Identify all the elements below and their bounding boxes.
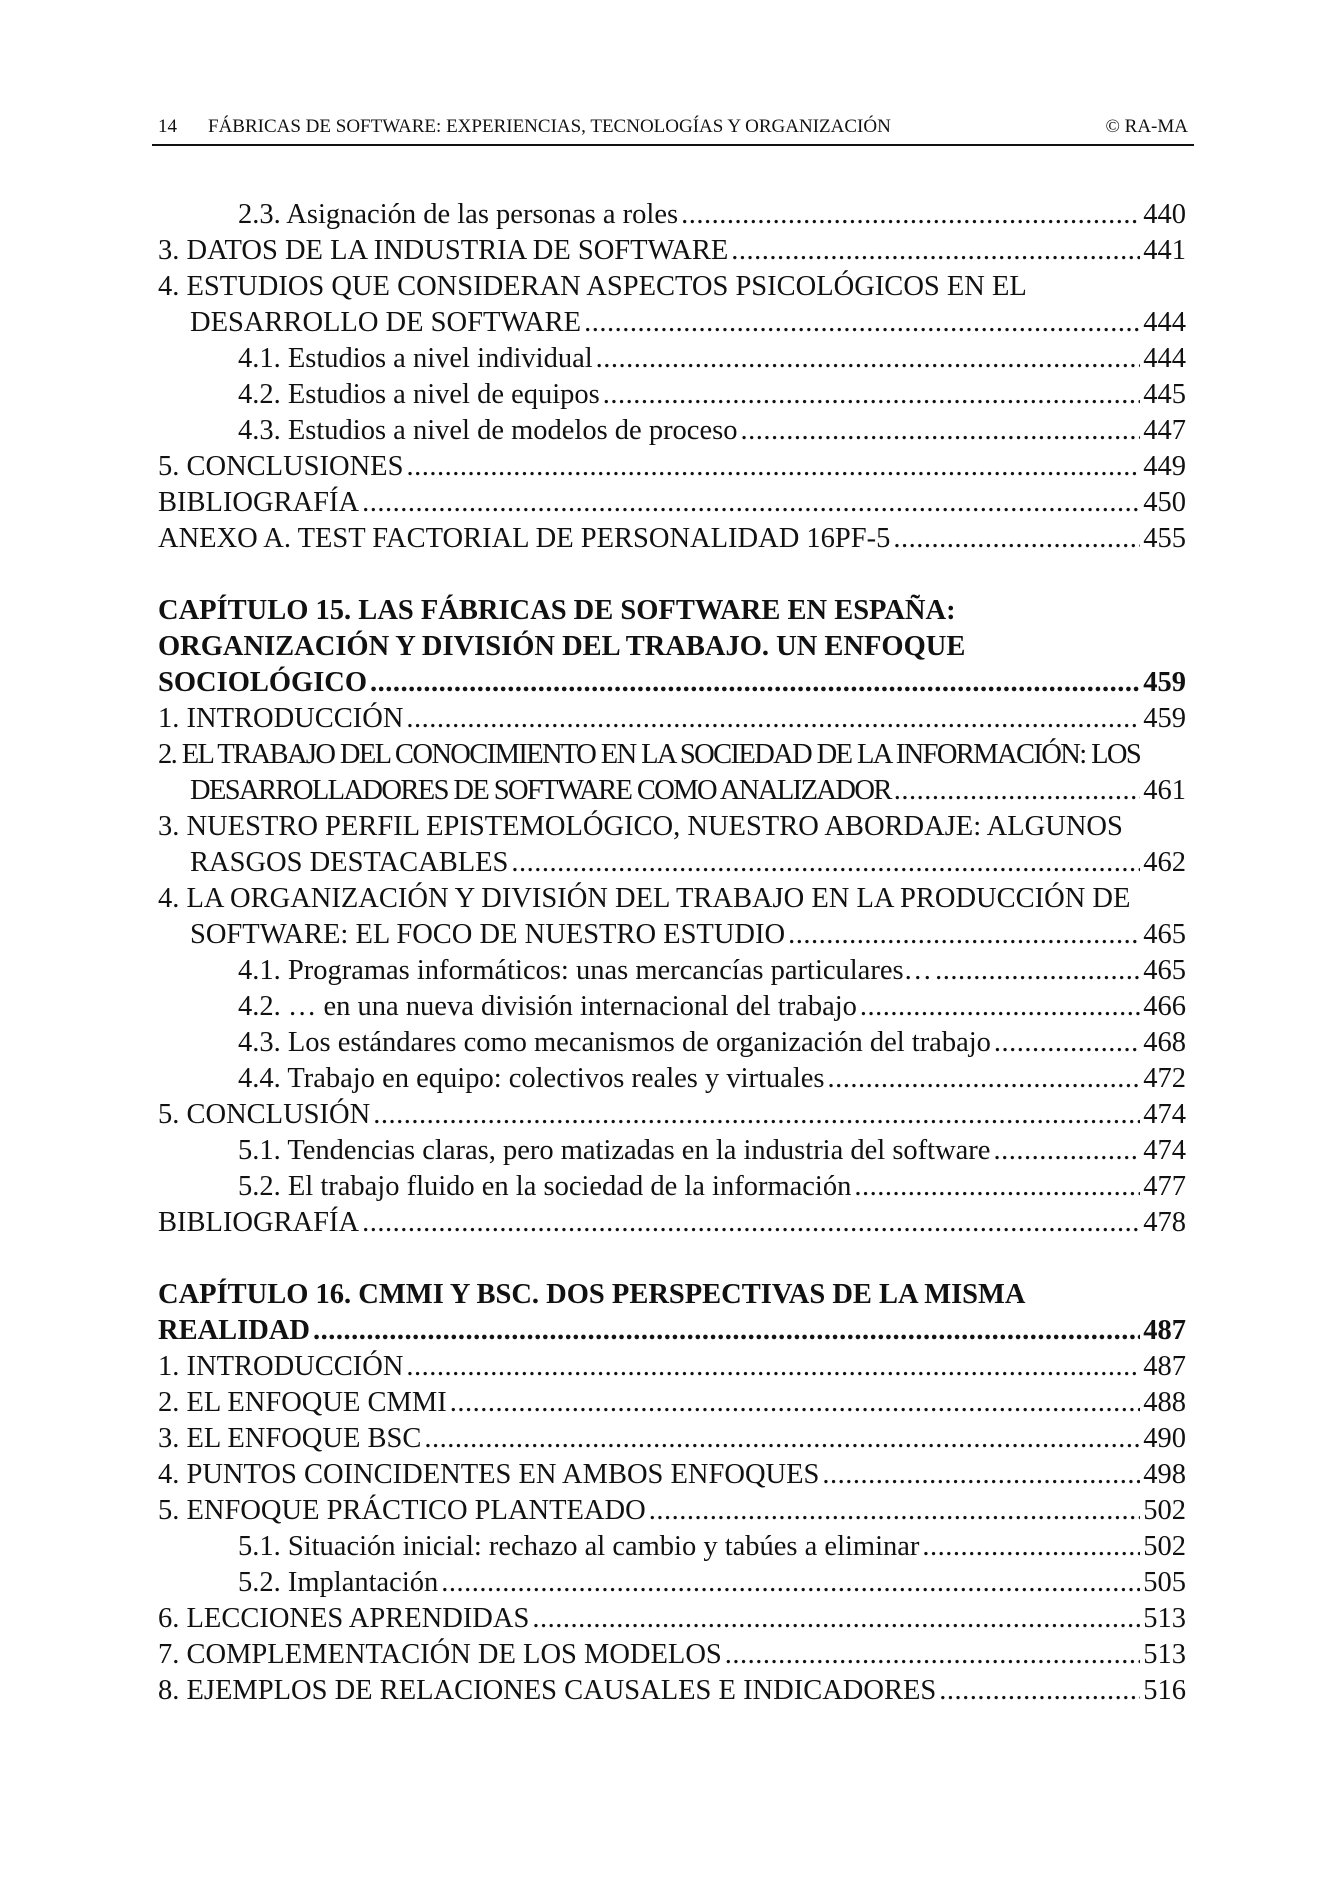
toc-entry[interactable] [158,1421,1186,1457]
toc-entry-title: 6. LECCIONES APRENDIDAS [158,1601,532,1637]
leader-dots [939,1673,1140,1709]
toc-entry[interactable] [158,989,1186,1025]
leader-dots [406,1349,1140,1385]
leader-dots [828,1061,1141,1097]
toc-entry-title: 3. EL ENFOQUE BSC [158,1421,424,1457]
toc-entry-title: 4.2. … en una nueva división internacional del trabajo [238,989,860,1025]
toc-entry-title: 5.1. Situación inicial: rechazo al cambio y tabúes a eliminar [238,1529,922,1565]
copyright-mark: © RA-MA [1105,116,1188,137]
toc-entry[interactable] [158,1457,1186,1493]
toc-entry-title-line1[interactable]: 4. LA ORGANIZACIÓN Y DIVISIÓN DEL TRABAJO EN LA PRODUCCIÓN DE [158,883,1131,914]
leader-dots [424,1421,1140,1457]
toc-entry-title: 7. COMPLEMENTACIÓN DE LOS MODELOS [158,1637,725,1673]
toc-entry-page: 440 [1143,199,1186,230]
book-title: FÁBRICAS DE SOFTWARE: EXPERIENCIAS, TECNOLOGÍAS Y ORGANIZACIÓN [208,116,891,137]
toc-entry-title: 1. INTRODUCCIÓN [158,701,406,737]
toc-entry-page: 465 [1143,955,1186,986]
leader-dots [922,1529,1140,1565]
toc-entry-title: 4.3. Los estándares como mecanismos de organización del trabajo [238,1025,994,1061]
toc-entry-page: 502 [1143,1495,1186,1526]
toc-entry-page: 498 [1143,1459,1186,1490]
toc-entry[interactable] [158,341,1186,377]
leader-dots [788,917,1140,953]
toc-entry-page: 516 [1143,1675,1186,1706]
leader-dots [854,1169,1140,1205]
leader-dots [994,1025,1140,1061]
toc-entry[interactable] [158,1565,1186,1601]
header-rule [152,144,1194,146]
toc-entry-page: 444 [1143,343,1186,374]
running-header [152,112,1194,142]
toc-entry-page: 459 [1143,703,1186,734]
toc-entry-title: 4.4. Trabajo en equipo: colectivos reales y virtuales [238,1061,828,1097]
toc-entry[interactable] [158,1385,1186,1421]
toc-entry-page: 502 [1143,1531,1186,1562]
toc-entry-page: 450 [1143,487,1186,518]
leader-dots [362,1205,1140,1241]
leader-dots [313,1313,1140,1349]
toc-entry[interactable] [158,953,1186,989]
toc-entry-page: 477 [1143,1171,1186,1202]
toc-entry[interactable] [158,1097,1186,1133]
toc-entry-page: 474 [1143,1099,1186,1130]
toc-entry[interactable] [158,449,1186,485]
leader-dots [406,449,1140,485]
toc-entry-title: BIBLIOGRAFÍA [158,485,362,521]
leader-dots [511,845,1140,881]
toc-entry-page: 513 [1143,1603,1186,1634]
leader-dots [406,701,1140,737]
toc-entry-title: 4.1. Estudios a nivel individual [238,341,596,377]
leader-dots [681,197,1140,233]
leader-dots [370,665,1140,701]
toc-entry[interactable] [158,1349,1186,1385]
toc-entry[interactable] [158,1601,1186,1637]
section-gap [158,557,1186,593]
toc-entry-page: 455 [1143,523,1186,554]
toc-entry-page: 468 [1143,1027,1186,1058]
toc-entry-title: DESARROLLO DE SOFTWARE [190,305,584,341]
toc-entry-title: 4. PUNTOS COINCIDENTES EN AMBOS ENFOQUES [158,1457,822,1493]
toc-entry[interactable] [158,377,1186,413]
leader-dots [740,413,1140,449]
toc-entry-title: 4.1. Programas informáticos: unas mercancías particulares… [238,953,935,989]
toc-entry-title: 4.2. Estudios a nivel de equipos [238,377,603,413]
toc-entry-title-line1[interactable]: 3. NUESTRO PERFIL EPISTEMOLÓGICO, NUESTRO ABORDAJE: ALGUNOS [158,811,1123,842]
toc-entry-page: 461 [1143,775,1186,806]
toc-entry[interactable] [158,485,1186,521]
toc-entry-title: 5. CONCLUSIÓN [158,1097,373,1133]
toc-entry-page: 478 [1143,1207,1186,1238]
toc-entry-title: 5. ENFOQUE PRÁCTICO PLANTEADO [158,1493,649,1529]
toc-entry-title: 1. INTRODUCCIÓN [158,1349,406,1385]
toc-entry[interactable] [158,773,1186,809]
toc-entry-page: 490 [1143,1423,1186,1454]
chapter-page: 487 [1143,1315,1186,1346]
toc-entry-title: 5.1. Tendencias claras, pero matizadas en la industria del software [238,1133,993,1169]
chapter-title: REALIDAD [158,1313,313,1349]
toc-entry-page: 466 [1143,991,1186,1022]
toc-entry[interactable] [158,1169,1186,1205]
toc-entry[interactable] [158,1637,1186,1673]
leader-dots [893,521,1140,557]
toc-entry-title: RASGOS DESTACABLES [190,845,511,881]
toc-entry-page: 474 [1143,1135,1186,1166]
chapter-heading-16[interactable] [158,1313,1186,1349]
toc-entry-title: SOFTWARE: EL FOCO DE NUESTRO ESTUDIO [190,917,788,953]
toc-entry[interactable] [158,1529,1186,1565]
section-gap [158,1241,1186,1277]
leader-dots [362,485,1140,521]
toc-entry-title: DESARROLLADORES DE SOFTWARE COMO ANALIZADOR [190,773,894,809]
toc-entry-title: 2.3. Asignación de las personas a roles [238,197,681,233]
toc-entry[interactable] [158,845,1186,881]
leader-dots [441,1565,1140,1601]
toc-entry[interactable] [158,917,1186,953]
toc-entry-title: 4.3. Estudios a nivel de modelos de proceso [238,413,740,449]
toc-entry-page: 505 [1143,1567,1186,1598]
toc-entry-title: 5.2. El trabajo fluido en la sociedad de la información [238,1169,854,1205]
leader-dots [860,989,1140,1025]
toc-entry[interactable] [158,1205,1186,1241]
toc-entry-title: ANEXO A. TEST FACTORIAL DE PERSONALIDAD 16PF-5 [158,521,893,557]
toc-entry-page: 445 [1143,379,1186,410]
leader-dots [822,1457,1140,1493]
toc-entry-title: 5.2. Implantación [238,1565,441,1601]
toc-entry-page: 487 [1143,1351,1186,1382]
leader-dots [596,341,1141,377]
toc-entry-title-line1[interactable]: 2. EL TRABAJO DEL CONOCIMIENTO EN LA SOCIEDAD DE LA INFORMACIÓN: LOS [158,739,1141,770]
toc-entry[interactable] [158,197,1186,233]
leader-dots [649,1493,1141,1529]
toc-entry-title: 5. CONCLUSIONES [158,449,406,485]
chapter-title-line[interactable]: ORGANIZACIÓN Y DIVISIÓN DEL TRABAJO. UN ENFOQUE [158,631,966,662]
toc-entry[interactable] [158,305,1186,341]
chapter-title-line[interactable]: CAPÍTULO 16. CMMI Y BSC. DOS PERSPECTIVAS DE LA MISMA [158,1279,1026,1310]
toc-entry-title: 8. EJEMPLOS DE RELACIONES CAUSALES E INDICADORES [158,1673,939,1709]
toc-entry-page: 444 [1143,307,1186,338]
leader-dots [584,305,1140,341]
toc-entry[interactable] [158,1133,1186,1169]
toc-entry[interactable] [158,413,1186,449]
leader-dots [894,773,1141,809]
toc-entry[interactable] [158,521,1186,557]
toc-entry-page: 462 [1143,847,1186,878]
toc-entry-title: BIBLIOGRAFÍA [158,1205,362,1241]
toc-entry-page: 465 [1143,919,1186,950]
toc-entry[interactable] [158,701,1186,737]
toc-entry[interactable] [158,1025,1186,1061]
leader-dots [935,953,1140,989]
chapter-title-line[interactable]: CAPÍTULO 15. LAS FÁBRICAS DE SOFTWARE EN ESPAÑA: [158,595,956,626]
toc-entry-page: 472 [1143,1063,1186,1094]
toc-entry-page: 488 [1143,1387,1186,1418]
chapter-title: SOCIOLÓGICO [158,665,370,701]
leader-dots [603,377,1141,413]
toc-entry-title: 2. EL ENFOQUE CMMI [158,1385,450,1421]
toc-entry[interactable] [158,233,1186,269]
toc-entry[interactable] [158,1061,1186,1097]
toc-entry-page: 449 [1143,451,1186,482]
toc-entry-page: 513 [1143,1639,1186,1670]
leader-dots [532,1601,1140,1637]
toc-entry[interactable] [158,1673,1186,1709]
toc-entry-page: 447 [1143,415,1186,446]
leader-dots [993,1133,1140,1169]
toc-entry-page: 441 [1143,235,1186,266]
chapter-page: 459 [1143,667,1186,698]
leader-dots [725,1637,1140,1673]
toc-entry[interactable] [158,1493,1186,1529]
toc-entry-title-line1[interactable]: 4. ESTUDIOS QUE CONSIDERAN ASPECTOS PSICOLÓGICOS EN EL [158,271,1027,302]
leader-dots [731,233,1140,269]
chapter-heading-15[interactable] [158,665,1186,701]
page-number: 14 [158,116,177,137]
leader-dots [373,1097,1140,1133]
table-of-contents [158,197,1186,1709]
toc-entry-title: 3. DATOS DE LA INDUSTRIA DE SOFTWARE [158,233,731,269]
leader-dots [450,1385,1141,1421]
